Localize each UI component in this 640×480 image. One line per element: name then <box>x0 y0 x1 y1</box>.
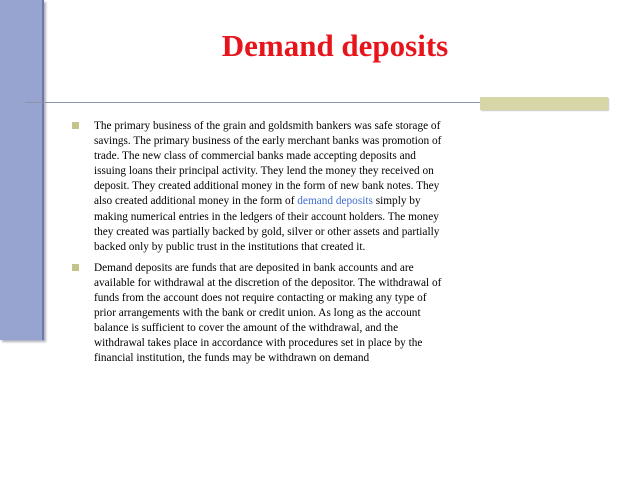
bullet-item-history <box>72 119 442 255</box>
bullet-list <box>72 119 442 373</box>
bullet-text: Demand deposits are funds that are deposited in bank accounts and are available for withdrawal at the discretion of the depositor. The withdrawal of funds from the account does not require contacting or making any type of prior arrangements with the bank or credit union. As long as the account balance is sufficient to cover the amount of the withdrawal, and the withdrawal takes place in accordance with procedures set in place by the financial institution, the funds may be withdrawn on demand <box>94 261 442 365</box>
bullet-item-definition <box>72 261 442 367</box>
slide-title: Demand deposits <box>221 27 449 63</box>
square-bullet-icon <box>72 122 79 129</box>
decorative-sidebar <box>0 0 44 340</box>
bullet-text-before-link: The primary business of the grain and goldsmith bankers was safe storage of savings. The primary business of the early merchant banks was promotion of trade. The new class of commercial banks made accepting deposits and issuing loans their principal activity. They lend the money they received on deposit. They created additional money in the form of new bank notes. They also created additional money in the form of <box>94 120 442 208</box>
bullet-text-after-link: simply by making numerical entries in the ledgers of their account holders. The money they created was partially backed by gold, silver or other assets and partially backed only by public trust in the institutions that created it. <box>94 195 440 253</box>
square-bullet-icon <box>72 264 79 271</box>
demand-deposits-link[interactable]: demand deposits <box>297 195 373 208</box>
accent-bar <box>480 97 608 110</box>
